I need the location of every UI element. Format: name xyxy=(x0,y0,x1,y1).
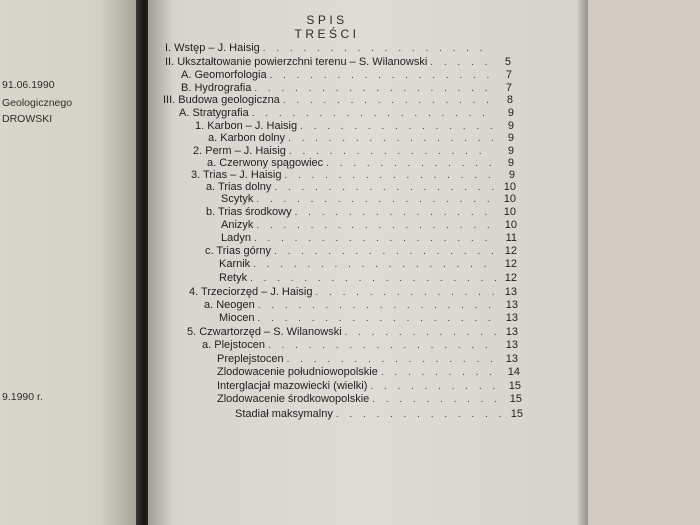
dot-leader xyxy=(268,339,497,352)
toc-entry-page-number: 14 xyxy=(507,366,520,378)
toc-entry xyxy=(206,206,516,219)
toc-entry xyxy=(163,94,513,107)
toc-entry-page-number: 10 xyxy=(503,181,516,193)
toc-entry xyxy=(219,258,517,271)
toc-entry-title: A. Stratygrafia xyxy=(179,107,249,119)
toc-entry-title: Scytyk xyxy=(221,193,254,205)
dot-leader xyxy=(430,56,490,69)
toc-entry-page-number: 8 xyxy=(506,94,513,106)
toc-entry-page-number: 9 xyxy=(507,145,514,157)
toc-entry-title: Interglacjał mazowiecki (wielki) xyxy=(217,380,368,392)
dot-leader xyxy=(257,312,497,325)
toc-entry-title: II. Ukształtowanie powierzchni terenu – S. Wilanowski xyxy=(165,56,428,68)
dot-leader xyxy=(253,258,496,271)
dot-leader xyxy=(295,206,495,219)
toc-entry-page-number: 7 xyxy=(505,69,512,81)
toc-entry-title: Karnik xyxy=(219,258,251,270)
toc-entry xyxy=(202,339,518,352)
toc-entry xyxy=(217,353,518,366)
dot-leader xyxy=(283,94,492,107)
dot-leader xyxy=(256,193,495,206)
toc-entry-page-number: 15 xyxy=(509,393,522,405)
toc-entry-page-number: 12 xyxy=(504,272,517,284)
dot-leader xyxy=(316,286,497,299)
toc-entry-title: Zlodowacenie środkowopolskie xyxy=(217,393,370,405)
dot-leader xyxy=(258,299,497,312)
toc-entry-page-number: 13 xyxy=(505,353,518,365)
toc-entry-title: Zlodowacenie południowopolskie xyxy=(217,366,378,378)
dot-leader xyxy=(372,393,501,406)
toc-entry xyxy=(217,380,521,393)
toc-entry-page-number: 13 xyxy=(505,326,518,338)
toc-entry xyxy=(217,393,522,406)
toc-entry-page-number: 7 xyxy=(505,82,512,94)
toc-entry xyxy=(165,42,511,55)
toc-entry-page-number: 13 xyxy=(505,312,518,324)
toc-entry xyxy=(208,132,514,145)
toc-entry-title: b. Trias środkowy xyxy=(206,206,292,218)
toc-entry-title: a. Karbon dolny xyxy=(208,132,286,144)
toc-entry-title: a. Czerwony spągowiec xyxy=(207,157,324,169)
toc-entry-page-number: 10 xyxy=(504,219,517,231)
toc-entry-title: 5. Czwartorzęd – S. Wilanowski xyxy=(187,326,342,338)
left-page-date: 91.06.1990 xyxy=(2,79,55,91)
toc-entry-title: B. Hydrografia xyxy=(181,82,252,94)
dot-leader xyxy=(336,408,502,421)
left-page-footer-date: 9.1990 r. xyxy=(2,391,43,403)
dot-leader xyxy=(370,380,500,393)
toc-entry xyxy=(219,312,518,325)
toc-entry-title: Stadiał maksymalny xyxy=(235,408,333,420)
dot-leader xyxy=(250,272,496,285)
dot-leader xyxy=(256,219,496,232)
dot-leader xyxy=(263,42,490,55)
dot-leader xyxy=(287,353,497,366)
toc-entry-page-number: 5 xyxy=(504,56,511,68)
toc-entry-page-number: 15 xyxy=(510,408,523,420)
toc-entry-page-number: 12 xyxy=(504,258,517,270)
background-paper xyxy=(588,0,700,525)
toc-entry-title: 4. Trzeciorzęd – J. Haisig xyxy=(189,286,313,298)
toc-entry xyxy=(181,69,512,82)
toc-entry-page-number: 10 xyxy=(503,193,516,205)
toc-entry-page-number: 9 xyxy=(507,157,514,169)
page-title: SPIS TREŚCI xyxy=(294,13,360,41)
toc-entry-title: A. Geomorfologia xyxy=(181,69,267,81)
toc-entry-title: 1. Karbon – J. Haisig xyxy=(195,120,298,132)
toc-entry-title: Anizyk xyxy=(221,219,254,231)
toc-entry-title: Retyk xyxy=(219,272,248,284)
toc-entry-page-number: 13 xyxy=(505,339,518,351)
toc-entry-title: I. Wstęp – J. Haisig xyxy=(165,42,260,54)
toc-entry xyxy=(205,245,517,258)
toc-entry-title: a. Plejstocen xyxy=(202,339,265,351)
toc-entry-title: Preplejstocen xyxy=(217,353,284,365)
toc-entry xyxy=(187,326,518,339)
toc-entry-page-number: 9 xyxy=(507,120,514,132)
left-page-name: DROWSKI xyxy=(2,113,53,125)
toc-entry-title: Ladyn xyxy=(221,232,251,244)
toc-entry-page-number: 10 xyxy=(503,206,516,218)
toc-entry xyxy=(217,366,520,379)
toc-entry xyxy=(165,56,511,69)
toc-entry-page-number: 13 xyxy=(504,286,517,298)
toc-entry-page-number: 9 xyxy=(507,107,514,119)
dot-leader xyxy=(270,69,491,82)
toc-entry xyxy=(221,193,516,206)
toc-entry-title: Miocen xyxy=(219,312,255,324)
dot-leader xyxy=(345,326,497,339)
toc-entry xyxy=(235,408,523,421)
toc-entry xyxy=(221,232,517,245)
toc-entry-title: 2. Perm – J. Haisig xyxy=(193,145,286,157)
toc-entry xyxy=(204,299,518,312)
toc-entry-title: 3. Trias – J. Haisig xyxy=(191,169,282,181)
toc-entry-title: a. Trias dolny xyxy=(206,181,272,193)
dot-leader xyxy=(274,245,496,258)
left-page-institution: Geologicznego xyxy=(2,97,73,109)
toc-entry-page-number: 15 xyxy=(508,380,521,392)
dot-leader xyxy=(288,132,493,145)
toc-entry xyxy=(219,272,517,285)
dot-leader xyxy=(381,366,499,379)
toc-entry-title: c. Trias górny xyxy=(205,245,272,257)
toc-entry-page-number: 9 xyxy=(508,169,515,181)
toc-entry xyxy=(221,219,517,232)
toc-entry xyxy=(189,286,517,299)
dot-leader xyxy=(254,232,496,245)
left-page xyxy=(0,0,142,525)
toc-entry-title: a. Neogen xyxy=(204,299,255,311)
toc-entry-page-number: 12 xyxy=(504,245,517,257)
toc-entry xyxy=(179,107,514,120)
toc-entry-page-number: 11 xyxy=(505,232,517,244)
toc-entry-page-number: 9 xyxy=(507,132,514,144)
dot-leader xyxy=(252,107,493,120)
toc-entry-page-number: 13 xyxy=(505,299,518,311)
toc-entry-title: III. Budowa geologiczna xyxy=(163,94,280,106)
